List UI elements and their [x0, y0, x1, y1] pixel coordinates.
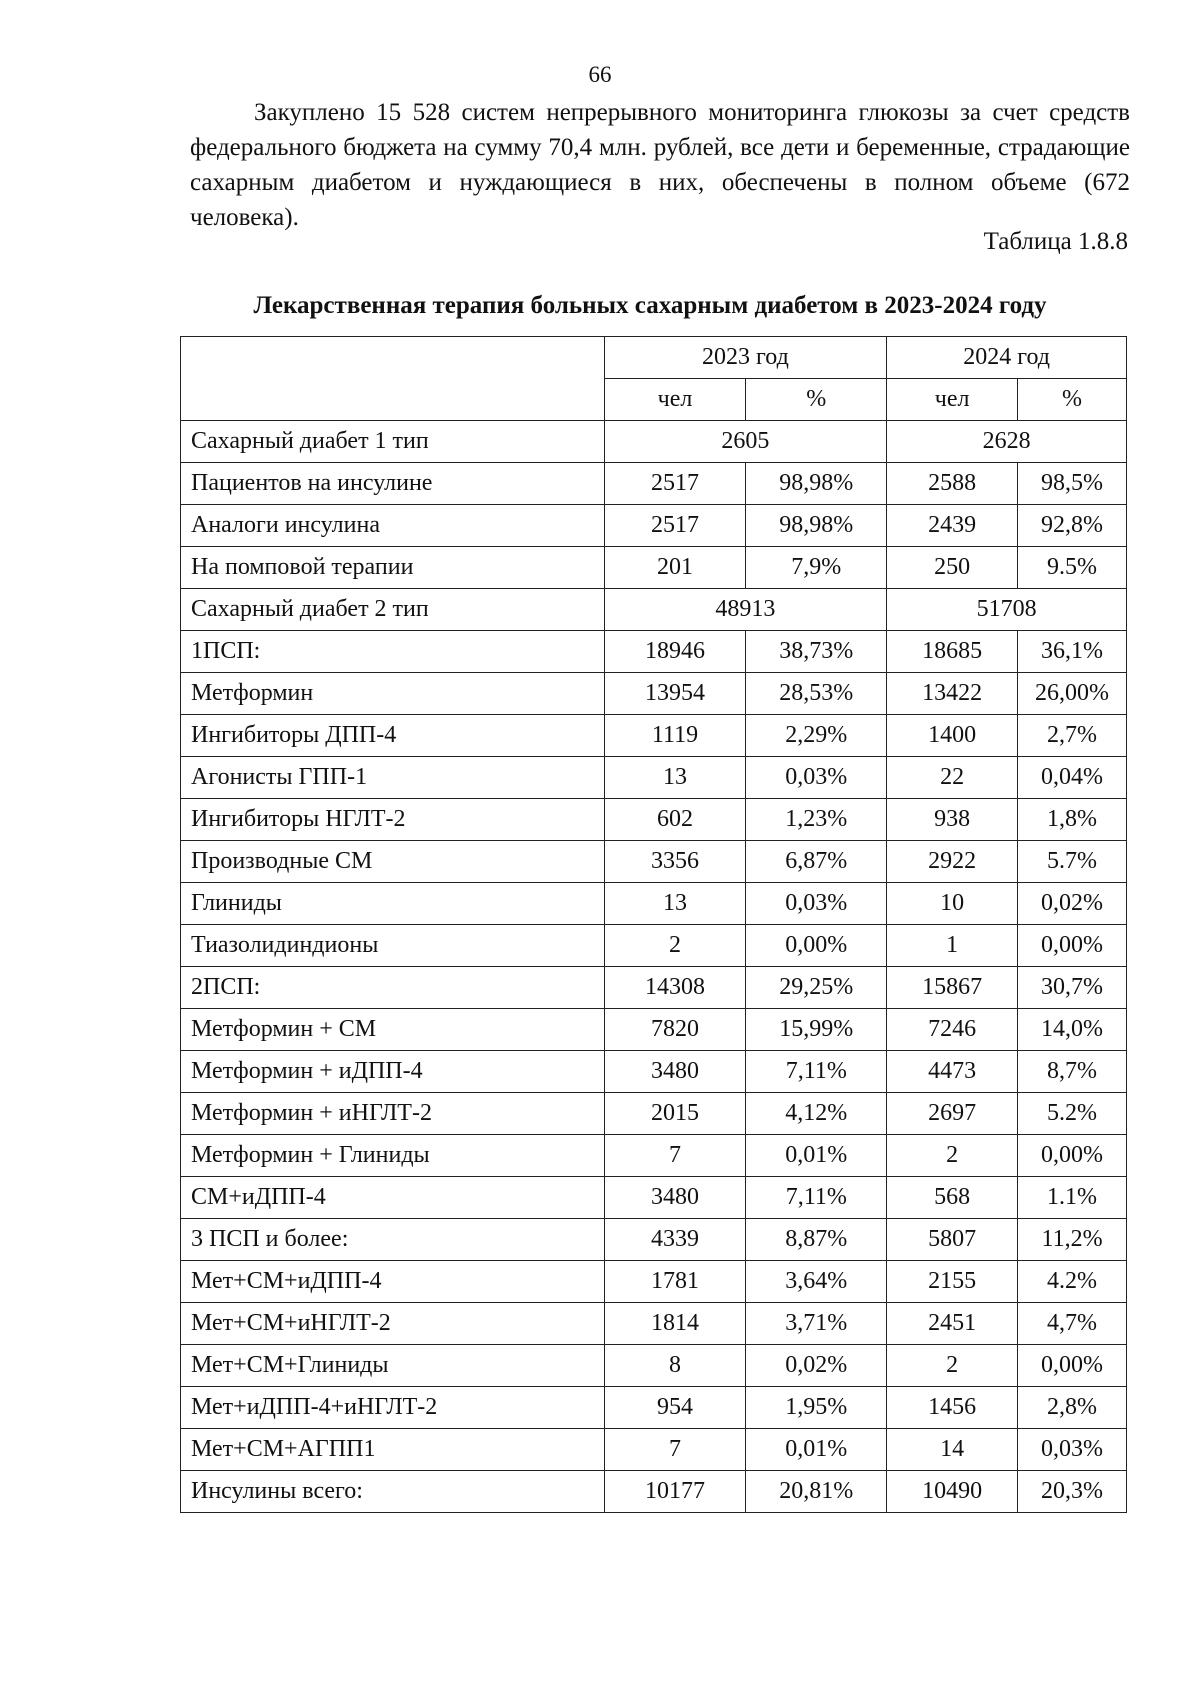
people-2023: 1781 [604, 1261, 746, 1303]
table-row [181, 799, 1127, 841]
people-2023: 3480 [604, 1177, 746, 1219]
row-label: Мет+СМ+АГПП1 [181, 1429, 605, 1471]
row-label: Метформин + иНГЛТ-2 [181, 1093, 605, 1135]
percent-2024: 4,7% [1018, 1303, 1127, 1345]
percent-2024: 30,7% [1018, 967, 1127, 1009]
people-2023: 2015 [604, 1093, 746, 1135]
group-total-2024: 2628 [887, 421, 1127, 463]
table-row [181, 547, 1127, 589]
table-row [181, 505, 1127, 547]
percent-2024: 11,2% [1018, 1219, 1127, 1261]
people-2023: 18946 [604, 631, 746, 673]
header-year-2024: 2024 год [887, 337, 1127, 379]
people-2024: 2439 [887, 505, 1018, 547]
table-row [181, 1303, 1127, 1345]
percent-2024: 9.5% [1018, 547, 1127, 589]
people-2023: 1814 [604, 1303, 746, 1345]
row-label: Тиазолидиндионы [181, 925, 605, 967]
table-row [181, 1135, 1127, 1177]
people-2024: 18685 [887, 631, 1018, 673]
row-label: Мет+СМ+Глиниды [181, 1345, 605, 1387]
row-label: 3 ПСП и более: [181, 1219, 605, 1261]
percent-2023: 7,9% [746, 547, 887, 589]
row-label: Метформин + СМ [181, 1009, 605, 1051]
people-2023: 3480 [604, 1051, 746, 1093]
header-row-years [181, 337, 1127, 379]
percent-2024: 2,7% [1018, 715, 1127, 757]
table-row [181, 883, 1127, 925]
percent-2023: 28,53% [746, 673, 887, 715]
percent-2024: 5.7% [1018, 841, 1127, 883]
table-row [181, 841, 1127, 883]
people-2024: 4473 [887, 1051, 1018, 1093]
people-2024: 2588 [887, 463, 1018, 505]
row-label: Пациентов на инсулине [181, 463, 605, 505]
row-label: 2ПСП: [181, 967, 605, 1009]
row-label: Агонисты ГПП-1 [181, 757, 605, 799]
people-2024: 13422 [887, 673, 1018, 715]
percent-2024: 0,00% [1018, 1135, 1127, 1177]
percent-2024: 0,04% [1018, 757, 1127, 799]
people-2024: 2922 [887, 841, 1018, 883]
people-2023: 10177 [604, 1471, 746, 1513]
row-label: Мет+иДПП-4+иНГЛТ-2 [181, 1387, 605, 1429]
row-label: Аналоги инсулина [181, 505, 605, 547]
row-label: Метформин [181, 673, 605, 715]
people-2024: 2451 [887, 1303, 1018, 1345]
header-percent-2024: % [1018, 379, 1127, 421]
people-2023: 201 [604, 547, 746, 589]
row-label: 1ПСП: [181, 631, 605, 673]
percent-2023: 29,25% [746, 967, 887, 1009]
percent-2023: 2,29% [746, 715, 887, 757]
table-row [181, 673, 1127, 715]
percent-2023: 0,01% [746, 1135, 887, 1177]
table-row [181, 757, 1127, 799]
row-label: Ингибиторы ДПП-4 [181, 715, 605, 757]
people-2024: 5807 [887, 1219, 1018, 1261]
percent-2023: 38,73% [746, 631, 887, 673]
percent-2024: 14,0% [1018, 1009, 1127, 1051]
people-2024: 568 [887, 1177, 1018, 1219]
percent-2024: 36,1% [1018, 631, 1127, 673]
people-2024: 10490 [887, 1471, 1018, 1513]
group-total-2023: 2605 [604, 421, 887, 463]
row-label: СМ+иДПП-4 [181, 1177, 605, 1219]
people-2024: 1 [887, 925, 1018, 967]
percent-2023: 1,95% [746, 1387, 887, 1429]
table-row [181, 1009, 1127, 1051]
table-row [181, 967, 1127, 1009]
percent-2023: 0,03% [746, 757, 887, 799]
people-2024: 14 [887, 1429, 1018, 1471]
percent-2023: 3,64% [746, 1261, 887, 1303]
table-row [181, 1345, 1127, 1387]
percent-2023: 6,87% [746, 841, 887, 883]
people-2023: 13 [604, 757, 746, 799]
header-percent-2023: % [746, 379, 887, 421]
row-label: Мет+СМ+иДПП-4 [181, 1261, 605, 1303]
people-2024: 7246 [887, 1009, 1018, 1051]
people-2024: 15867 [887, 967, 1018, 1009]
group-total-2024: 51708 [887, 589, 1127, 631]
table-row [181, 1261, 1127, 1303]
people-2024: 2697 [887, 1093, 1018, 1135]
percent-2024: 1,8% [1018, 799, 1127, 841]
table-row [181, 1093, 1127, 1135]
group-total-2023: 48913 [604, 589, 887, 631]
group-label: Сахарный диабет 1 тип [181, 421, 605, 463]
row-label: Метформин + Глиниды [181, 1135, 605, 1177]
percent-2023: 20,81% [746, 1471, 887, 1513]
row-label: Производные СМ [181, 841, 605, 883]
percent-2024: 5.2% [1018, 1093, 1127, 1135]
table-row [181, 1429, 1127, 1471]
row-label: Метформин + иДПП-4 [181, 1051, 605, 1093]
percent-2023: 7,11% [746, 1177, 887, 1219]
table-row [181, 1219, 1127, 1261]
table-number: Таблица 1.8.8 [983, 228, 1128, 255]
percent-2023: 0,02% [746, 1345, 887, 1387]
table-row [181, 715, 1127, 757]
table-row [181, 925, 1127, 967]
group-row [181, 421, 1127, 463]
table-row [181, 1387, 1127, 1429]
percent-2024: 20,3% [1018, 1471, 1127, 1513]
people-2024: 1400 [887, 715, 1018, 757]
percent-2024: 1.1% [1018, 1177, 1127, 1219]
percent-2023: 3,71% [746, 1303, 887, 1345]
percent-2024: 0,00% [1018, 925, 1127, 967]
percent-2024: 0,02% [1018, 883, 1127, 925]
percent-2023: 8,87% [746, 1219, 887, 1261]
header-corner-cell [181, 337, 605, 421]
percent-2024: 2,8% [1018, 1387, 1127, 1429]
percent-2024: 26,00% [1018, 673, 1127, 715]
table-row [181, 1177, 1127, 1219]
people-2023: 602 [604, 799, 746, 841]
people-2024: 2 [887, 1345, 1018, 1387]
people-2024: 10 [887, 883, 1018, 925]
percent-2024: 0,03% [1018, 1429, 1127, 1471]
people-2023: 2517 [604, 505, 746, 547]
row-label: Мет+СМ+иНГЛТ-2 [181, 1303, 605, 1345]
people-2023: 13954 [604, 673, 746, 715]
percent-2023: 7,11% [746, 1051, 887, 1093]
people-2024: 2155 [887, 1261, 1018, 1303]
people-2023: 7 [604, 1135, 746, 1177]
people-2024: 2 [887, 1135, 1018, 1177]
people-2023: 954 [604, 1387, 746, 1429]
row-label: Инсулины всего: [181, 1471, 605, 1513]
table-row [181, 631, 1127, 673]
people-2023: 2517 [604, 463, 746, 505]
header-people-2023: чел [604, 379, 746, 421]
people-2024: 22 [887, 757, 1018, 799]
table-row [181, 1051, 1127, 1093]
header-year-2023: 2023 год [604, 337, 887, 379]
percent-2024: 4.2% [1018, 1261, 1127, 1303]
people-2023: 3356 [604, 841, 746, 883]
percent-2023: 98,98% [746, 505, 887, 547]
people-2023: 7820 [604, 1009, 746, 1051]
percent-2023: 0,01% [746, 1429, 887, 1471]
percent-2024: 8,7% [1018, 1051, 1127, 1093]
percent-2023: 0,00% [746, 925, 887, 967]
percent-2023: 1,23% [746, 799, 887, 841]
group-row [181, 589, 1127, 631]
table-row [181, 1471, 1127, 1513]
percent-2024: 98,5% [1018, 463, 1127, 505]
people-2024: 1456 [887, 1387, 1018, 1429]
row-label: Глиниды [181, 883, 605, 925]
header-people-2024: чел [887, 379, 1018, 421]
intro-paragraph: Закуплено 15 528 систем непрерывного мониторинга глюкозы за счет средств федерального бюджета на сумму 70,4 млн. рублей, все дети и беременные, страдающие сахарным диабетом и нуждающиеся в них, обеспечены в полном объеме (672 человека). [190, 99, 1130, 231]
percent-2023: 98,98% [746, 463, 887, 505]
people-2023: 8 [604, 1345, 746, 1387]
group-label: Сахарный диабет 2 тип [181, 589, 605, 631]
therapy-table [180, 336, 1127, 1513]
people-2023: 4339 [604, 1219, 746, 1261]
percent-2024: 0,00% [1018, 1345, 1127, 1387]
people-2023: 14308 [604, 967, 746, 1009]
people-2024: 938 [887, 799, 1018, 841]
people-2024: 250 [887, 547, 1018, 589]
people-2023: 13 [604, 883, 746, 925]
percent-2023: 0,03% [746, 883, 887, 925]
row-label: На помповой терапии [181, 547, 605, 589]
table-row [181, 463, 1127, 505]
people-2023: 7 [604, 1429, 746, 1471]
row-label: Ингибиторы НГЛТ-2 [181, 799, 605, 841]
people-2023: 1119 [604, 715, 746, 757]
table-title: Лекарственная терапия больных сахарным диабетом в 2023-2024 году [253, 292, 1047, 319]
percent-2024: 92,8% [1018, 505, 1127, 547]
percent-2023: 15,99% [746, 1009, 887, 1051]
page-number: 66 [588, 62, 612, 87]
people-2023: 2 [604, 925, 746, 967]
percent-2023: 4,12% [746, 1093, 887, 1135]
